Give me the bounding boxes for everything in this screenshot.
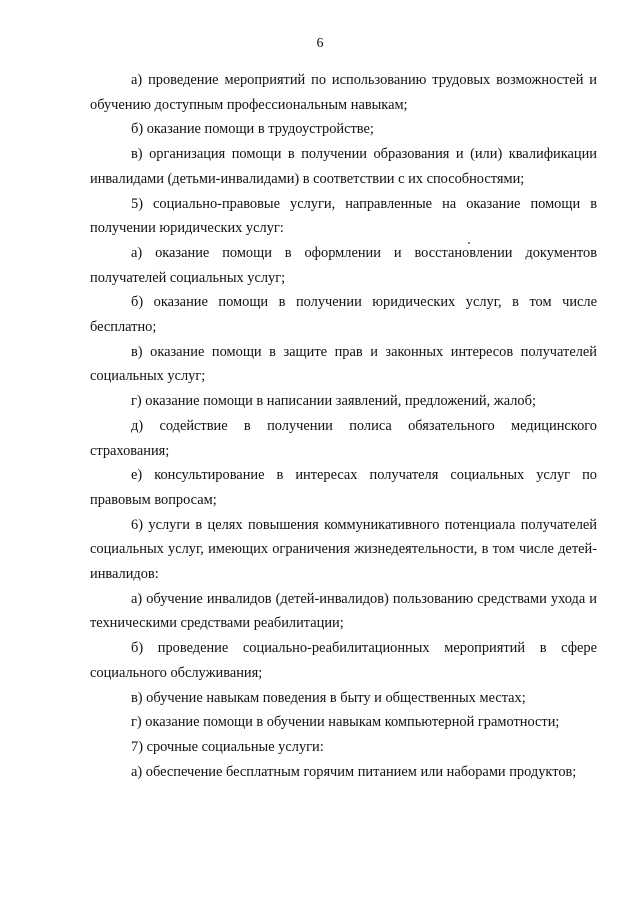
paragraph-3a: а) проведение мероприятий по использованию трудовых возможностей и обучению доступным профессиональным навыкам; — [90, 72, 597, 113]
paragraph-6d: г) оказание помощи в обучении навыкам компьютерной грамотности; — [131, 714, 560, 731]
paragraph-5c: в) оказание помощи в защите прав и законных интересов получателей социальных услуг; — [90, 343, 597, 385]
paragraph-6: 6) услуги в целях повышения коммуникативного потенциала получателей социальных услуг, имеющих ограничения жизнедеятельности, в том числе детей-инвалидов: — [90, 516, 597, 583]
paragraph-5b: б) оказание помощи в получении юридических услуг, в том числе бесплатно; — [90, 294, 597, 336]
paragraph-7: 7) срочные социальные услуги: — [131, 738, 324, 755]
paragraph-6a: а) обучение инвалидов (детей-инвалидов) пользованию средствами ухода и техническими средствами реабилитации; — [90, 590, 597, 632]
paragraph-5: 5) социально-правовые услуги, направленные на оказание помощи в получении юридических услуг: — [90, 195, 597, 237]
scan-speck — [468, 242, 470, 244]
paragraph-5a: а) оказание помощи в оформлении и восстановлении документов получателей социальных услуг; — [90, 244, 597, 286]
paragraph-3b: б) оказание помощи в трудоустройстве; — [131, 121, 374, 138]
paragraph-6c: в) обучение навыкам поведения в быту и общественных местах; — [131, 689, 526, 706]
paragraph-3c: в) организация помощи в получении образования и (или) квалификации инвалидами (детьми-инвалидами) в соответствии с их способностями; — [90, 146, 597, 187]
paragraph-5d: г) оказание помощи в написании заявлений, предложений, жалоб; — [131, 393, 536, 410]
paragraph-7a: а) обеспечение бесплатным горячим питанием или наборами продуктов; — [131, 763, 577, 780]
paragraph-6b: б) проведение социально-реабилитационных мероприятий в сфере социального обслуживания; — [90, 640, 597, 681]
paragraph-5e: д) содействие в получении полиса обязательного медицинского страхования; — [90, 417, 597, 459]
paragraph-5f: е) консультирование в интересах получателя социальных услуг по правовым вопросам; — [90, 467, 597, 508]
page-number: 6 — [316, 36, 324, 51]
document-body — [90, 68, 597, 784]
